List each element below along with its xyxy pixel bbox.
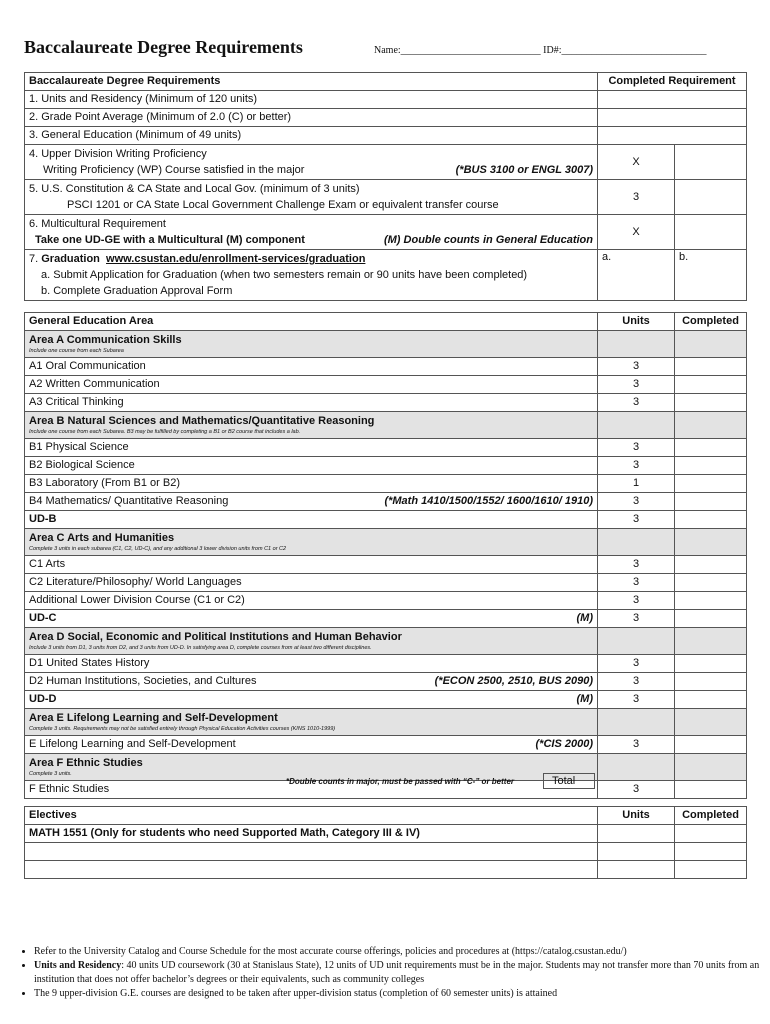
check-cell[interactable] (675, 592, 747, 610)
area-a-title: Area A Communication Skills (29, 334, 182, 346)
table-row: UD-D (M) 3 (25, 691, 747, 709)
ge-header-units: Units (598, 313, 675, 331)
check-cell[interactable] (675, 215, 747, 250)
table-row: 7. Graduation www.csustan.edu/enrollment-services/graduation a. Submit Application for Graduation (when two semesters remain or 90 units have been completed) b. Complete Graduation Approval Form a. b. (25, 250, 747, 301)
check-cell[interactable] (675, 781, 747, 799)
constitution-units[interactable]: 3 (598, 180, 675, 215)
table-row: 5. U.S. Constitution & CA State and Local Gov. (minimum of 3 units) PSCI 1201 or CA State Local Government Challenge Exam or equivalent transfer course 3 (25, 180, 747, 215)
area-e-title: Area E Lifelong Learning and Self-Development (29, 712, 278, 724)
table-row: MATH 1551 (Only for students who need Supported Math, Category III & IV) (25, 825, 747, 843)
footer-notes (22, 945, 769, 1001)
area-c-title: Area C Arts and Humanities (29, 532, 175, 544)
table-row: 2. Grade Point Average (Minimum of 2.0 (C) or better) (25, 109, 747, 127)
ge-header-completed: Completed (675, 313, 747, 331)
check-cell[interactable] (675, 358, 747, 376)
page-title: Baccalaureate Degree Requirements (24, 37, 303, 57)
table-row: B4 Mathematics/ Quantitative Reasoning (*Math 1410/1500/1552/ 1600/1610/ 1910) 3 (25, 493, 747, 511)
table-row: D2 Human Institutions, Societies, and Cultures (*ECON 2500, 2510, BUS 2090) 3 (25, 673, 747, 691)
table-row: 4. Upper Division Writing Proficiency Writing Proficiency (WP) Course satisfied in the major (*BUS 3100 or ENGL 3007) X (25, 145, 747, 180)
check-cell[interactable] (675, 511, 747, 529)
ge-header-area: General Education Area (25, 313, 598, 331)
table-row: Additional Lower Division Course (C1 or C2) 3 (25, 592, 747, 610)
check-cell[interactable] (675, 394, 747, 412)
check-cell[interactable] (675, 843, 747, 861)
table-row: B2 Biological Science 3 (25, 457, 747, 475)
check-cell[interactable] (675, 736, 747, 754)
table-row: 1. Units and Residency (Minimum of 120 units) (25, 91, 747, 109)
table-row: UD-C (M) 3 (25, 610, 747, 628)
table-row: D1 United States History 3 (25, 655, 747, 673)
check-cell[interactable] (675, 376, 747, 394)
check-cell[interactable] (675, 574, 747, 592)
table-row (25, 843, 747, 861)
check-cell[interactable] (675, 145, 747, 180)
check-cell[interactable] (675, 655, 747, 673)
check-cell[interactable] (675, 610, 747, 628)
table-row: 3. General Education (Minimum of 49 units) (25, 127, 747, 145)
elective-entry[interactable] (25, 843, 598, 861)
area-d-title: Area D Social, Economic and Political Institutions and Human Behavior (29, 631, 402, 643)
units-cell[interactable] (598, 843, 675, 861)
name-id-field[interactable]: Name:____________________________ ID#:_____________________________ (374, 45, 707, 56)
check-cell[interactable] (675, 180, 747, 215)
req-header-left: Baccalaureate Degree Requirements (25, 73, 598, 91)
table-row: A3 Critical Thinking 3 (25, 394, 747, 412)
table-row: C2 Literature/Philosophy/ World Languages 3 (25, 574, 747, 592)
check-cell[interactable] (675, 861, 747, 879)
table-row: C1 Arts 3 (25, 556, 747, 574)
table-row: B3 Laboratory (From B1 or B2) 1 (25, 475, 747, 493)
check-cell[interactable] (675, 439, 747, 457)
check-cell[interactable] (675, 457, 747, 475)
table-row: A2 Written Communication 3 (25, 376, 747, 394)
multicultural-mark[interactable]: X (598, 215, 675, 250)
double-count-note: *Double counts in major, must be passed with “C-” or better (285, 777, 514, 786)
check-cell[interactable] (598, 127, 747, 145)
general-education-table: General Education Area Units Completed Area A Communication Skills Include one course from each Subarea A1 Oral Communication 3 A2 Written Communication 3 A3 Critical Thinking 3 Area B Natural Sciences and Mathematics/Quantitative Reasoning Include one course from each Subarea. B3 may be fulfilled by completing a B1 or B2 course that includes a lab. B1 Physical Science 3 B2 Biological Science 3 B3 Laboratory (From B1 or B2) 1 B4 Mathematics/ Quantitative Reasoning (*Math 1410/1500/1552/ 1600/1610/ 1910) 3 UD-B 3 Area C Arts and Humanities Complete 3 units in each subarea (C1, C2, UD-C), and any additional 3 lower division units from C1 or C2 C1 Arts 3 C2 Literature/Philosophy/ World Languages 3 Additional Lower Division Course (C1 or C2) 3 UD-C (M) 3 Area D Social, Economic and Political Institutions and Human Behavior Include 3 units from D1, 3 units from D2, and 3 units from UD-D. In satisfying area D, complete courses from at least two different disciplines. D1 United States History 3 D2 Human Institutions, Societies, and Cultures (*ECON 2500, 2510, BUS 2090) 3 UD-D (M) 3 Area E Lifelong Learning and Self-Development Complete 3 units. Requirements may not be satisfied entirely through Physical Education Activities courses (KINS 1010-1999) E Lifelong Learning and Self-Development (*CIS 2000) 3 Area F Ethnic Studies Complete 3 units. F Ethnic Studies 3 (24, 312, 747, 799)
table-row: A1 Oral Communication 3 (25, 358, 747, 376)
table-row: E Lifelong Learning and Self-Development (*CIS 2000) 3 (25, 736, 747, 754)
check-cell[interactable] (675, 475, 747, 493)
list-item: • Units and Residency: 40 units UD coursework (30 at Stanislaus State), 12 units of UD unit requirements must be in the major. Students may not transfer more than 70 units from an institution that does not offer bachelor’s degrees or their equivalents, such as community colleges (34, 959, 769, 987)
units-cell[interactable] (598, 825, 675, 843)
elective-entry[interactable] (25, 861, 598, 879)
check-cell[interactable] (675, 556, 747, 574)
check-cell[interactable] (598, 91, 747, 109)
list-item: • The 9 upper-division G.E. courses are designed to be taken after upper-division status (completion of 60 semester units) is attained (34, 987, 769, 1001)
grad-b-cell[interactable]: b. (675, 250, 747, 301)
total-units-box[interactable]: Total (543, 773, 595, 789)
wp-mark[interactable]: X (598, 145, 675, 180)
total-row (24, 774, 574, 790)
units-cell[interactable] (598, 861, 675, 879)
check-cell[interactable] (675, 825, 747, 843)
electives-header-units: Units (598, 807, 675, 825)
area-f-title: Area F Ethnic Studies (29, 757, 143, 769)
table-row (25, 861, 747, 879)
electives-header: Electives (25, 807, 598, 825)
check-cell[interactable] (675, 673, 747, 691)
table-row: F Ethnic Studies 3 (25, 781, 747, 799)
grad-a-cell[interactable]: a. (598, 250, 675, 301)
requirements-table (24, 72, 747, 301)
table-row: 6. Multicultural Requirement Take one UD-GE with a Multicultural (M) component (M) Double counts in General Education X (25, 215, 747, 250)
table-row: UD-B 3 (25, 511, 747, 529)
check-cell[interactable] (598, 109, 747, 127)
table-row: B1 Physical Science 3 (25, 439, 747, 457)
area-b-title: Area B Natural Sciences and Mathematics/Quantitative Reasoning (29, 415, 375, 427)
electives-table (24, 806, 747, 879)
graduation-link[interactable]: www.csustan.edu/enrollment-services/graduation (106, 253, 366, 265)
check-cell[interactable] (675, 691, 747, 709)
req-header-right: Completed Requirement (598, 73, 747, 91)
electives-header-completed: Completed (675, 807, 747, 825)
check-cell[interactable] (675, 493, 747, 511)
list-item: • Refer to the University Catalog and Course Schedule for the most accurate course offerings, policies and procedures at (https://catalog.csustan.edu/) (34, 945, 769, 959)
